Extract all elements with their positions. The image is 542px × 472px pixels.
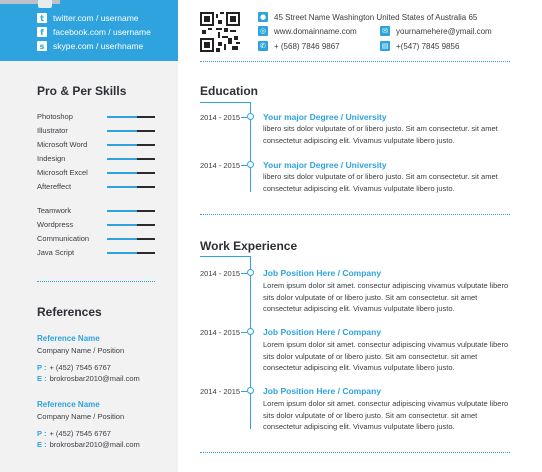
email-label: E : xyxy=(37,440,47,449)
skill-level-fill xyxy=(107,172,137,174)
contact-website[interactable] xyxy=(258,26,357,36)
education-title: Education xyxy=(200,84,259,98)
skill-level-bar xyxy=(107,224,155,226)
contact-phone-2 xyxy=(380,41,459,51)
skill-name: Aftereffect xyxy=(37,182,72,191)
reference-2-email[interactable] xyxy=(37,440,140,449)
skill-name: Illustrator xyxy=(37,126,68,135)
education-1-desc: libero sits dolor vulputate of or libero justo. Sit am consectetur. sit amet consectetur adipiscing elit. Vivamus vulputate libero justo. xyxy=(263,124,498,145)
skill-level-fill xyxy=(107,210,137,212)
phone-label: P : xyxy=(37,363,47,372)
reference-2-phone-value: + (452) 7545 6767 xyxy=(49,429,111,438)
education-divider xyxy=(200,214,510,215)
globe-icon: ◎ xyxy=(259,27,267,35)
skill-level-fill xyxy=(107,144,137,146)
experience-3-desc: Lorem ipsum dolor sit amet. consectur adipiscing vivamus vulputate libero sits dolor vulputate of or libero justo. Sit am consectetur. sit amet consectetur adipiscing elit. Vivamus vulputate libero justo. xyxy=(263,399,509,431)
experience-2-desc: Lorem ipsum dolor sit amet. consectur adipiscing vivamus vulputate libero sits dolor vulputate of or libero justo. Sit am consectetur. sit amet consectetur adipiscing elit. Vivamus vulputate libero justo. xyxy=(263,340,509,372)
experience-timeline xyxy=(250,256,251,429)
profile-photo-detail xyxy=(38,0,52,8)
skills-title: Pro & Per Skills xyxy=(37,84,127,98)
experience-1-desc: Lorem ipsum dolor sit amet. consectur adipiscing vivamus vulputate libero sits dolor vulputate of or libero justo. Sit am consectetur. sit amet consectetur adipiscing elit. Vivamus vulputate libero justo. xyxy=(263,281,509,313)
education-2-desc: libero sits dolor vulputate of or libero justo. Sit am consectetur. sit amet consectetur adipiscing elit. Vivamus vulputate libero justo. xyxy=(263,172,498,193)
phone-2-text: +(547) 7845 9856 xyxy=(396,41,460,51)
social-facebook[interactable] xyxy=(37,26,151,38)
skill-row xyxy=(37,182,157,194)
experience-title: Work Experience xyxy=(200,239,298,253)
phone-label: P : xyxy=(37,429,47,438)
skill-level-fill xyxy=(107,130,137,132)
skill-level-bar xyxy=(107,186,155,188)
reference-1-name: Reference Name xyxy=(37,334,100,343)
social-twitter[interactable] xyxy=(37,12,139,24)
header-divider xyxy=(200,61,510,62)
location-pin-icon: ● xyxy=(259,13,267,21)
skill-level-bar xyxy=(107,210,155,212)
printer-icon: ▤ xyxy=(381,42,389,50)
skill-name: Microsoft Word xyxy=(37,140,88,149)
skill-level-bar xyxy=(107,116,155,118)
education-2-date: 2014 - 2015 xyxy=(200,161,241,170)
skill-level-fill xyxy=(107,116,137,118)
reference-2-phone xyxy=(37,429,111,438)
envelope-icon: ✉ xyxy=(380,26,390,36)
skill-row xyxy=(37,112,157,124)
qr-code xyxy=(200,12,240,52)
skill-name: Indesign xyxy=(37,154,66,163)
skill-level-bar xyxy=(107,252,155,254)
reference-1-email[interactable] xyxy=(37,374,140,383)
skill-row xyxy=(37,168,157,180)
reference-1-phone-value: + (452) 7545 6767 xyxy=(49,363,111,372)
reference-2-email-value: brokrosbar2010@mail.com xyxy=(49,440,140,449)
skill-level-fill xyxy=(107,252,137,254)
reference-1-position: Company Name / Position xyxy=(37,346,125,355)
education-rule xyxy=(200,102,250,103)
social-skype[interactable] xyxy=(37,40,143,52)
skill-row xyxy=(37,248,157,260)
address-text: 45 Street Name Washington United States of Australia 65 xyxy=(274,12,478,22)
timeline-dot xyxy=(247,269,254,276)
contact-address xyxy=(258,12,477,22)
experience-1-date: 2014 - 2015 xyxy=(200,269,241,278)
experience-rule xyxy=(200,256,250,257)
skill-name: Microsoft Excel xyxy=(37,168,88,177)
skill-row xyxy=(37,154,157,166)
twitter-icon: t xyxy=(37,13,47,23)
experience-2-title: Job Position Here / Company xyxy=(263,327,382,337)
skill-row xyxy=(37,126,157,138)
skill-level-fill xyxy=(107,186,137,188)
skill-row xyxy=(37,206,157,218)
sidebar-divider xyxy=(37,281,155,282)
website-text: www.domainname.com xyxy=(274,26,357,36)
experience-3-date: 2014 - 2015 xyxy=(200,387,241,396)
skill-name: Wordpress xyxy=(37,220,74,229)
skill-level-fill xyxy=(107,238,137,240)
skill-level-fill xyxy=(107,158,137,160)
reference-1-phone xyxy=(37,363,111,372)
skype-icon: s xyxy=(37,41,47,51)
skill-level-fill xyxy=(107,224,137,226)
timeline-dot xyxy=(247,387,254,394)
social-skype-text: skype.com / userhname xyxy=(53,41,144,51)
skill-name: Communication xyxy=(37,234,90,243)
skill-row xyxy=(37,234,157,246)
skill-name: Photoshop xyxy=(37,112,73,121)
facebook-icon: f xyxy=(37,27,47,37)
skill-level-bar xyxy=(107,158,155,160)
references-title: References xyxy=(37,305,102,319)
email-text: yournamehere@ymail.com xyxy=(396,26,492,36)
social-facebook-text: facebook.com / username xyxy=(53,27,151,37)
experience-1-title: Job Position Here / Company xyxy=(263,268,382,278)
skill-level-bar xyxy=(107,130,155,132)
skill-level-bar xyxy=(107,238,155,240)
footer-divider xyxy=(200,452,510,453)
social-twitter-text: twitter.com / username xyxy=(53,13,139,23)
email-label: E : xyxy=(37,374,47,383)
contact-phone-1 xyxy=(258,41,340,51)
timeline-dot xyxy=(247,113,254,120)
skill-row xyxy=(37,220,157,232)
experience-3-title: Job Position Here / Company xyxy=(263,386,382,396)
reference-1-email-value: brokrosbar2010@mail.com xyxy=(49,374,140,383)
experience-2-date: 2014 - 2015 xyxy=(200,328,241,337)
skill-name: Java Script xyxy=(37,248,75,257)
contact-email[interactable] xyxy=(380,26,492,36)
skill-row xyxy=(37,140,157,152)
reference-2-position: Company Name / Position xyxy=(37,412,125,421)
phone-1-text: + (568) 7846 9867 xyxy=(274,41,340,51)
timeline-dot xyxy=(247,161,254,168)
education-2-title: Your major Degree / University xyxy=(263,160,387,170)
skill-name: Teamwork xyxy=(37,206,72,215)
reference-2-name: Reference Name xyxy=(37,400,100,409)
phone-icon: ✆ xyxy=(258,41,268,51)
education-1-date: 2014 - 2015 xyxy=(200,113,241,122)
skill-level-bar xyxy=(107,172,155,174)
skill-level-bar xyxy=(107,144,155,146)
education-1-title: Your major Degree / University xyxy=(263,112,387,122)
timeline-dot xyxy=(247,328,254,335)
